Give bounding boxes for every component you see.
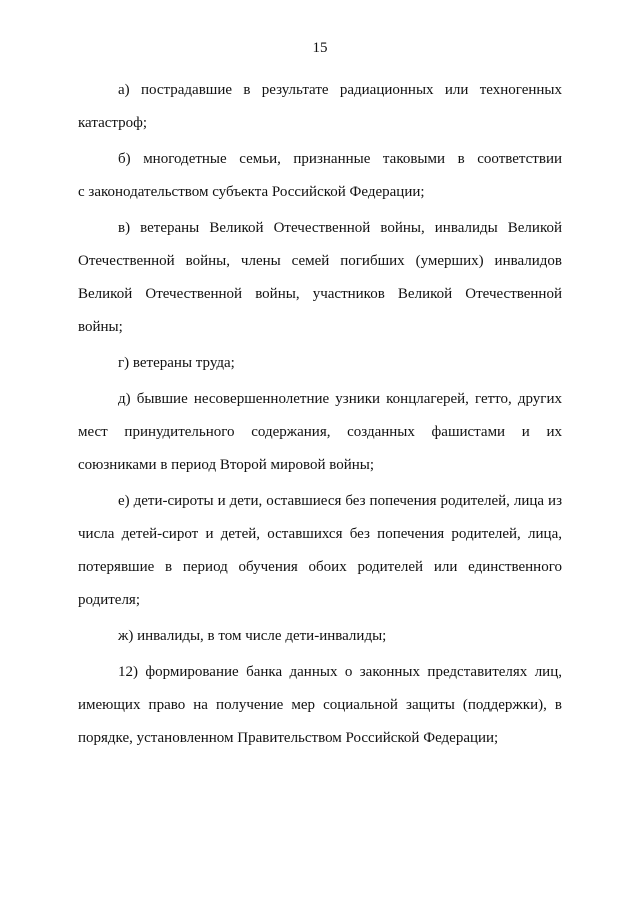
text-line: в) ветераны Великой Отечественной войны, инвалиды Великой [118,220,562,236]
text-line: с законодательством субъекта Российской Федерации; [78,184,425,200]
text-line: числа детей-сирот и детей, оставшихся без попечения родителей, лица, [78,526,562,542]
text-line: б) многодетные семьи, признанные таковыми в соответствии [118,151,562,167]
paragraph [78,656,562,755]
text-line: имеющих право на получение мер социальной защиты (поддержки), в [78,697,562,713]
text-line: потерявшие в период обучения обоих родителей или единственного [78,559,562,575]
text-line: е) дети-сироты и дети, оставшиеся без попечения родителей, лица из [118,493,562,509]
text-line: катастроф; [78,115,148,131]
paragraph [78,620,562,653]
text-line: г) ветераны труда; [118,355,235,371]
text-line: войны; [78,319,123,335]
text-line: мест принудительного содержания, созданных фашистами и их [78,424,562,440]
text-line: д) бывшие несовершеннолетние узники концлагерей, гетто, других [118,391,562,407]
paragraph [78,347,562,380]
paragraph [78,212,562,344]
page-number: 15 [312,40,328,56]
text-line: Отечественной войны, члены семей погибших (умерших) инвалидов [78,253,562,269]
paragraph [78,383,562,482]
text-line: а) пострадавшие в результате радиационных или техногенных [118,82,562,98]
document-body [78,74,562,758]
paragraph [78,485,562,617]
paragraph [78,74,562,140]
text-line: Великой Отечественной войны, участников Великой Отечественной [78,286,562,302]
text-line: союзниками в период Второй мировой войны; [78,457,375,473]
text-line: родителя; [78,592,140,608]
text-line: 12) формирование банка данных о законных представителях лиц, [118,664,562,680]
text-line: ж) инвалиды, в том числе дети-инвалиды; [118,628,387,644]
text-line: порядке, установленном Правительством Российской Федерации; [78,730,499,746]
paragraph [78,143,562,209]
